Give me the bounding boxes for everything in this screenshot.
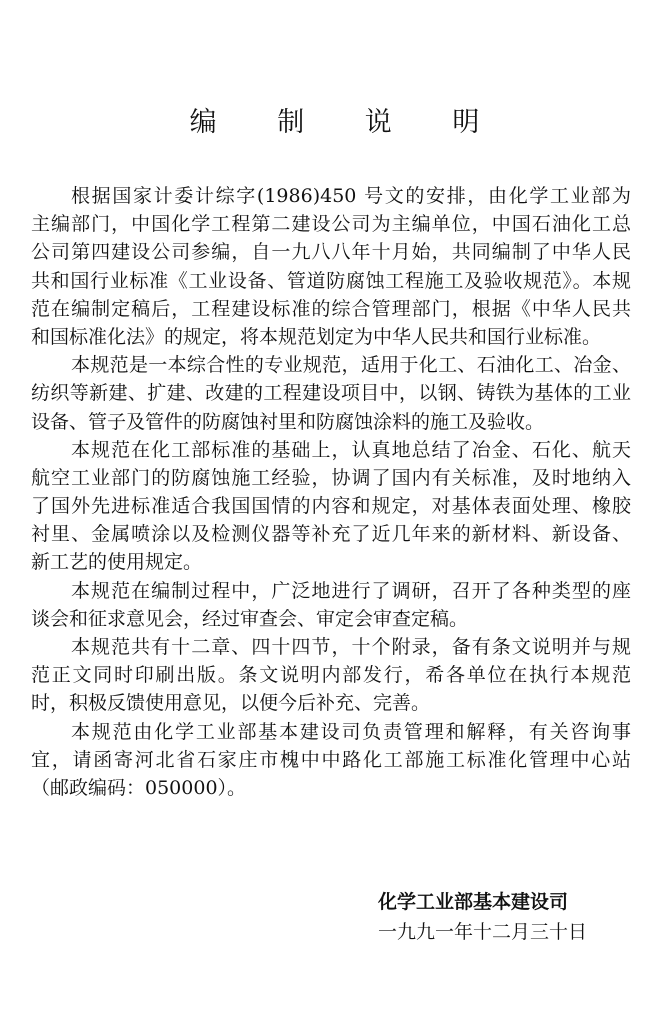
paragraph-4-line-2: 谈会和征求意见会，经过审查会、审定会审查定稿。 — [31, 607, 469, 630]
signature-organization: 化学工业部基本建设司 — [378, 891, 569, 913]
signature-date: 一九九一年十二月三十日 — [378, 921, 588, 943]
paragraph-3-line-1: 本规范在化工部标准的基础上，认真地总结了冶金、石化、航天 — [71, 438, 631, 461]
paragraph-6-line-2: 宜，请函寄河北省石家庄市槐中中路化工部施工标准化管理中心站 — [31, 748, 631, 771]
paragraph-2-line-1: 本规范是一本综合性的专业规范，适用于化工、石油化工、冶金、 — [71, 354, 631, 377]
paragraph-2-line-3: 设备、管子及管件的防腐蚀衬里和防腐蚀涂料的施工及验收。 — [31, 410, 545, 433]
paragraph-3-line-3: 了国外先进标准适合我国国情的内容和规定，对基体表面处理、橡胶 — [31, 495, 631, 518]
paragraph-1-line-1: 根据国家计委计综字(1986)450 号文的安排，由化学工业部为 — [71, 185, 631, 207]
page-title: 编 制 说 明 — [189, 107, 506, 138]
paragraph-5-line-1: 本规范共有十二章、四十四节，十个附录，备有条文说明并与规 — [71, 636, 631, 658]
paragraph-5-line-2: 范正文同时印刷出版。条文说明内部发行，希各单位在执行本规范 — [31, 664, 631, 687]
paragraph-1-line-2: 主编部门，中国化学工程第二建设公司为主编单位，中国石油化工总 — [31, 213, 631, 236]
paragraph-1-line-3: 公司第四建设公司参编，自一九八八年十月始，共同编制了中华人民 — [31, 241, 631, 264]
signature-block — [378, 887, 638, 947]
paragraph-6-line-1: 本规范由化学工业部基本建设司负责管理和解释，有关咨询事 — [71, 720, 631, 743]
paragraph-1-line-4: 共和国行业标准《工业设备、管道防腐蚀工程施工及验收规范》。本规 — [31, 269, 631, 292]
document-body — [31, 182, 631, 802]
paragraph-3-line-4: 衬里、金属喷涂以及检测仪器等补充了近几年来的新材料、新设备、 — [31, 523, 631, 546]
paragraph-3-line-2: 航空工业部门的防腐蚀施工经验，协调了国内有关标准，及时地纳入 — [31, 466, 631, 489]
paragraph-6-line-3: （邮政编码：050000）。 — [31, 776, 247, 799]
paragraph-1-line-6: 和国标准化法》的规定，将本规范划定为中华人民共和国行业标准。 — [31, 325, 602, 348]
paragraph-3-line-5: 新工艺的使用规定。 — [31, 551, 203, 574]
paragraph-5-line-3: 时，积极反馈使用意见，以便今后补充、完善。 — [31, 692, 431, 715]
paragraph-1-line-5: 范在编制定稿后，工程建设标准的综合管理部门，根据《中华人民共 — [31, 297, 631, 320]
paragraph-4-line-1: 本规范在编制过程中，广泛地进行了调研，召开了各种类型的座 — [71, 579, 631, 602]
paragraph-2-line-2: 纺织等新建、扩建、改建的工程建设项目中，以钢、铸铁为基体的工业 — [31, 382, 631, 405]
